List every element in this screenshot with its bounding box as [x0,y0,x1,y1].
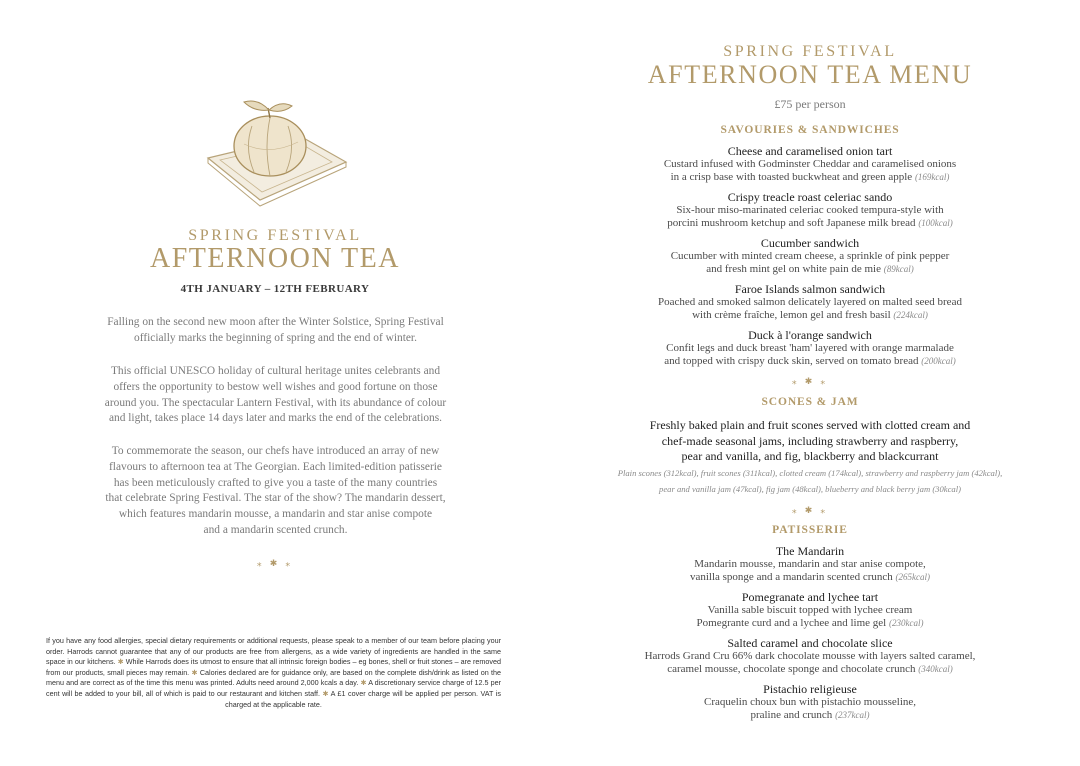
menu-festival-subtitle: SPRING FESTIVAL [723,43,897,60]
star-separator-icon: ✱ [117,657,124,667]
menu-item [540,282,1080,322]
menu-item-name: Duck à l'orange sandwich [748,328,872,342]
menu-item-name: Pistachio religieuse [763,682,857,696]
festival-subtitle: SPRING FESTIVAL [188,227,362,244]
menu-item-name: Salted caramel and chocolate slice [727,636,893,650]
menu-item-desc: Mandarin mousse, mandarin and star anise compote, vanilla sponge and a mandarin scented crunch (265kcal) [689,558,931,583]
menu-item-desc: Custard infused with Godminster Cheddar and caramelised onions in a crisp base with toasted buckwheat and green apple (169kcal) [663,158,957,183]
menu-item-desc: Harrods Grand Cru 66% dark chocolate mousse with layers salted caramel, caramel mousse, chocolate sponge and chocolate crunch (340kcal) [644,650,976,675]
section-heading-scones: SCONES & JAM [761,396,859,408]
section-heading-patisserie: PATISSERIE [772,524,848,536]
menu-item [540,636,1080,676]
mandarin-on-plate-icon [200,96,350,208]
intro-paragraph: Falling on the second new moon after the Winter Solstice, Spring Festival officially marks the beginning of spring and the end of winter. [107,316,444,344]
star-separator-icon: ✱ [191,667,198,677]
menu-item-kcal: (237kcal) [835,710,870,720]
menu-title: AFTERNOON TEA MENU [647,60,973,89]
star-separator-icon: ✱ [360,678,367,688]
page-title: AFTERNOON TEA [150,243,400,274]
intro-paragraph: This official UNESCO holiday of cultural heritage unites celebrants and offers the opportunity to bestow well wishes and good fortune on those around you. The spectacular Lantern Festival, with its abundance of colour and light, takes place 14 days later and marks the end of the celebrations. [104,365,447,425]
menu-item [540,328,1080,368]
right-page [540,0,1080,766]
scones-description: Freshly baked plain and fruit scones served with clotted cream and chef-made seasonal jams, including strawberry and raspberry, pear and vanilla, and fig, blackberry and blackcurrant [649,418,971,463]
menu-price: £75 per person [774,97,846,111]
scones-item [540,418,1080,498]
menu-item-name: Cheese and caramelised onion tart [727,144,893,158]
menu-item-name: Faroe Islands salmon sandwich [734,282,886,296]
menu-item-desc: Craquelin choux bun with pistachio mousseline, praline and crunch (237kcal) [703,696,917,721]
menu-item-name: Crispy treacle roast celeriac sando [727,190,893,204]
menu-item [540,144,1080,184]
menu-item [540,190,1080,230]
menu-item-kcal: (200kcal) [921,356,956,366]
menu-item-desc: Cucumber with minted cream cheese, a sprinkle of pink pepper and fresh mint gel on white pain de mie (89kcal) [670,250,950,275]
star-separator-icon: ✱ [322,688,329,698]
star-divider-icon: ⁎ ✱ ⁎ [791,376,829,386]
menu-item-name: Cucumber sandwich [760,236,860,250]
star-divider-icon: ⁎ ✱ ⁎ [256,558,294,568]
menu-item [540,236,1080,276]
menu-item [540,544,1080,584]
menu-item-kcal: (265kcal) [895,572,931,582]
event-dates: 4TH JANUARY – 12TH FEBRUARY [180,283,370,295]
menu-item-kcal: (224kcal) [893,310,928,320]
menu-item-desc: Six-hour miso-marinated celeriac cooked tempura-style with porcini mushroom ketchup and soft Japanese milk bread (100kcal) [667,204,953,229]
star-divider-icon: ⁎ ✱ ⁎ [791,505,829,515]
menu-item-kcal: (89kcal) [883,264,914,274]
menu-item-desc: Confit legs and duck breast 'ham' layered with orange marmalade and topped with crispy duck skin, served on tomato bread (200kcal) [664,342,956,367]
menu-item-name: Pomegranate and lychee tart [741,590,879,604]
menu-item-desc: Vanilla sable biscuit topped with lychee cream Pomegrante curd and a lychee and lime gel (230kcal) [696,604,924,629]
menu-item-desc: Poached and smoked salmon delicately layered on malted seed bread with crème fraîche, lemon gel and fresh basil (224kcal) [658,296,962,321]
menu-item-kcal: (100kcal) [918,218,953,228]
menu-item [540,682,1080,722]
menu-item-kcal: (230kcal) [888,618,924,628]
menu-item-kcal: (340kcal) [918,664,953,674]
intro-paragraph: To commemorate the season, our chefs have introduced an array of new flavours to afternoon tea at The Georgian. Each limited-edition patisserie has been meticulously crafted to give you a taste of the many countries that celebrate Spring Festival. The star of the show? The mandarin dessert, which features mandarin mousse, a mandarin and star anise compote and a mandarin scented crunch. [105,445,446,536]
allergy-footnote: If you have any food allergies, special dietary requirements or additional requests, please speak to a member of our team before placing your order. Harrods cannot guarantee that any of our products are free from allergens, as a wide variety of ingredients are handled in the same space in our kitchens. ✱ While Harrods does its utmost to ensure that all intrinsic foreign bodies – eg bones, shell or fruit stones – are removed from our products, small pieces may remain. ✱ Calories declared are for guidance only, are based on the complete dish/drink as listed on the menu and are correct as of the time this menu was printed. Adults need around 2,000 kcals a day. ✱ A discretionary service charge of 12.5 per cent will be added to your bill, all of which is paid to our restaurant and kitchen staff. ✱ A £1 cover charge will be applied per person. VAT is charged at the applicable rate. [46,636,502,709]
menu-item [540,590,1080,630]
scones-kcal: Plain scones (312kcal), fruit scones (311kcal), clotted cream (174kcal), strawberry and raspberry jam (42kcal), pear and vanilla jam (47kcal), fig jam (48kcal), blueberry and black berry jam (30kcal) [617,467,1003,494]
menu-item-kcal: (169kcal) [914,172,950,182]
section-heading-savouries: SAVOURIES & SANDWICHES [720,124,900,136]
menu-item-name: The Mandarin [775,544,845,558]
